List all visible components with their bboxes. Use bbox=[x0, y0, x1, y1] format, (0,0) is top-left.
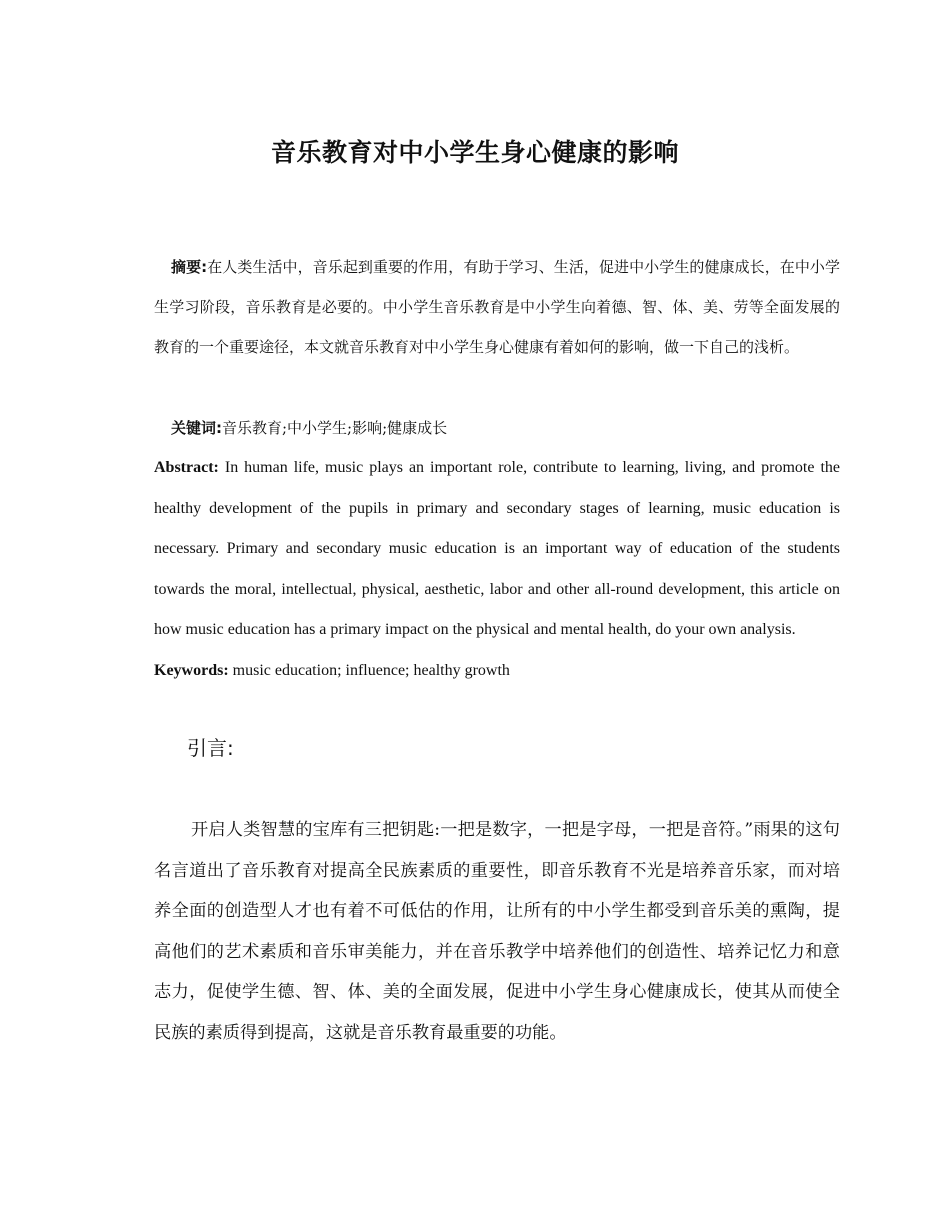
paper-title: 音乐教育对中小学生身心健康的影响 bbox=[270, 138, 679, 167]
chinese-keywords-text: 音乐教育;中小学生;影响;健康成长 bbox=[222, 419, 448, 437]
english-abstract-text: In human life, music plays an important role, contribute to learning, living, and promote the healthy development of the pupils in primary and secondary stages of learning, music education is necessary. Primary and secondary music education is an important way of education of the students towards the moral, intellectual, physical, aesthetic, labor and other all-round development, this article on how music education has a primary impact on the physical and mental health, do your own analysis. bbox=[154, 459, 840, 638]
chinese-keywords-label: 关键词: bbox=[171, 419, 222, 437]
english-keywords bbox=[154, 651, 840, 691]
chinese-abstract-text: 在人类生活中，音乐起到重要的作用，有助于学习、生活，促进中小学生的健康成长，在中小学生学习阶段，音乐教育是必要的。中小学生音乐教育是中小学生向着德、智、体、美、劳等全面发展的教育的一个重要途径，本文就音乐教育对中小学生身心健康有着如何的影响，做一下自己的浅析。 bbox=[154, 258, 840, 356]
chinese-keywords bbox=[171, 408, 840, 448]
introduction-heading: 引言: bbox=[187, 736, 234, 760]
english-keywords-label: Keywords: bbox=[154, 662, 229, 679]
chinese-abstract bbox=[154, 247, 840, 367]
chinese-abstract-label: 摘要: bbox=[171, 258, 208, 276]
english-abstract bbox=[154, 448, 840, 651]
introduction-paragraph: 开启人类智慧的宝库有三把钥匙:一把是数字，一把是字母，一把是音符。”雨果的这句名言道出了音乐教育对提高全民族素质的重要性，即音乐教育不光是培养音乐家，而对培养全面的创造型人才也有着不可低估的作用，让所有的中小学生都受到音乐美的熏陶，提高他们的艺术素质和音乐审美能力，并在音乐教学中培养他们的创造性、培养记忆力和意志力，促使学生德、智、体、美的全面发展，促进中小学生身心健康成长，使其从而使全民族的素质得到提高，这就是音乐教育最重要的功能。 bbox=[154, 820, 840, 1043]
english-abstract-label: Abstract: bbox=[154, 459, 219, 476]
english-keywords-text: music education; influence; healthy growth bbox=[232, 662, 510, 679]
